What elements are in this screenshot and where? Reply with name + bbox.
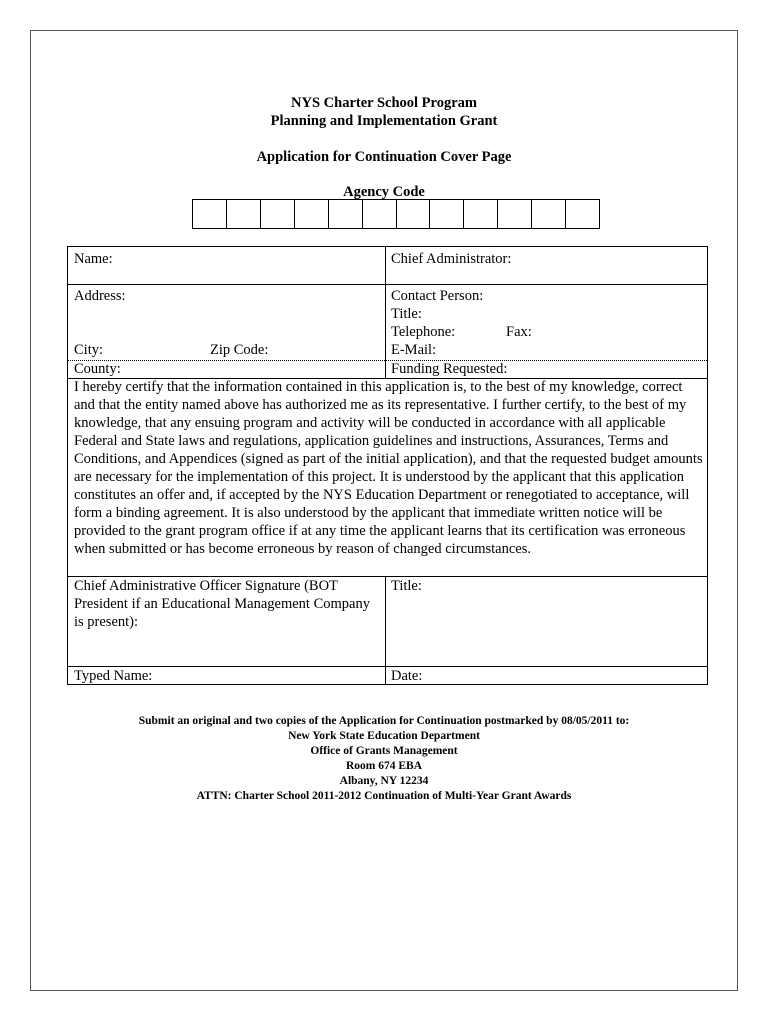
agency-code-box[interactable] — [532, 200, 566, 228]
department-name: New York State Education Department — [288, 730, 480, 742]
signature-title-field[interactable]: Title: — [391, 578, 422, 594]
row-divider — [68, 284, 707, 285]
agency-code-box[interactable] — [430, 200, 464, 228]
agency-code-box[interactable] — [295, 200, 329, 228]
signature-field[interactable]: Chief Administrative Officer Signature (BOT President if an Educational Management Company is present): — [74, 578, 370, 630]
agency-code-box[interactable] — [363, 200, 397, 228]
agency-code-box[interactable] — [329, 200, 363, 228]
agency-code-box[interactable] — [464, 200, 498, 228]
agency-code-box[interactable] — [261, 200, 295, 228]
address-field[interactable]: Address: — [74, 288, 126, 304]
contact-person-field[interactable]: Contact Person: — [391, 288, 484, 304]
chief-administrator-field[interactable]: Chief Administrator: — [391, 251, 512, 267]
title-field[interactable]: Title: — [391, 306, 422, 322]
column-divider-bottom — [385, 577, 386, 685]
date-field[interactable]: Date: — [391, 668, 423, 684]
program-title: NYS Charter School Program — [291, 95, 477, 111]
certification-text: I hereby certify that the information contained in this application is, to the best of my knowledge, correct and that the entity named above has authorized me as its representative. I further certify, to the best of my knowledge, that any ensuing program and activity will be conducted in accordance with all applicable Federal and State laws and regulations, application guidelines and instructions, Assurances, Terms and Conditions, and Appendices (signed as part of the initial application), and that the requested budget amounts are necessary for the implementation of this project. It is understood by the applicant that this application constitutes an offer and, if accepted by the NYS Education Department or renegotiated to acceptance, will form a binding agreement. It is also understood by the applicant that immediate written notice will be provided to the grant program office if at any time the applicant learns that its certification was erroneous when submitted or has become erroneous by reason of changed circumstances. — [74, 379, 703, 557]
grant-title: Planning and Implementation Grant — [270, 113, 498, 129]
submission-instructions: Submit an original and two copies of the Application for Continuation postmarked by 08/05/2011 to: — [138, 715, 630, 727]
fax-field[interactable]: Fax: — [506, 324, 532, 340]
agency-code-boxes — [192, 199, 600, 229]
row-divider — [68, 666, 707, 667]
cover-page-title: Application for Continuation Cover Page — [256, 149, 512, 165]
county-field[interactable]: County: — [74, 361, 121, 377]
room-number: Room 674 EBA — [345, 760, 423, 772]
agency-code-box[interactable] — [193, 200, 227, 228]
column-divider-top — [385, 247, 386, 378]
agency-code-box[interactable] — [498, 200, 532, 228]
funding-requested-field[interactable]: Funding Requested: — [391, 361, 508, 377]
typed-name-field[interactable]: Typed Name: — [74, 668, 153, 684]
telephone-field[interactable]: Telephone: — [391, 324, 456, 340]
agency-code-box[interactable] — [397, 200, 431, 228]
email-field[interactable]: E-Mail: — [391, 342, 437, 358]
attention-line: ATTN: Charter School 2011-2012 Continuation of Multi-Year Grant Awards — [196, 790, 572, 802]
name-field[interactable]: Name: — [74, 251, 113, 267]
agency-code-box[interactable] — [566, 200, 599, 228]
city-state-zip: Albany, NY 12234 — [339, 775, 429, 787]
city-field[interactable]: City: — [74, 342, 104, 358]
agency-code-box[interactable] — [227, 200, 261, 228]
office-name: Office of Grants Management — [310, 745, 458, 757]
agency-code-label: Agency Code — [343, 184, 425, 200]
zip-code-field[interactable]: Zip Code: — [210, 342, 269, 358]
cover-page-form — [67, 246, 708, 685]
